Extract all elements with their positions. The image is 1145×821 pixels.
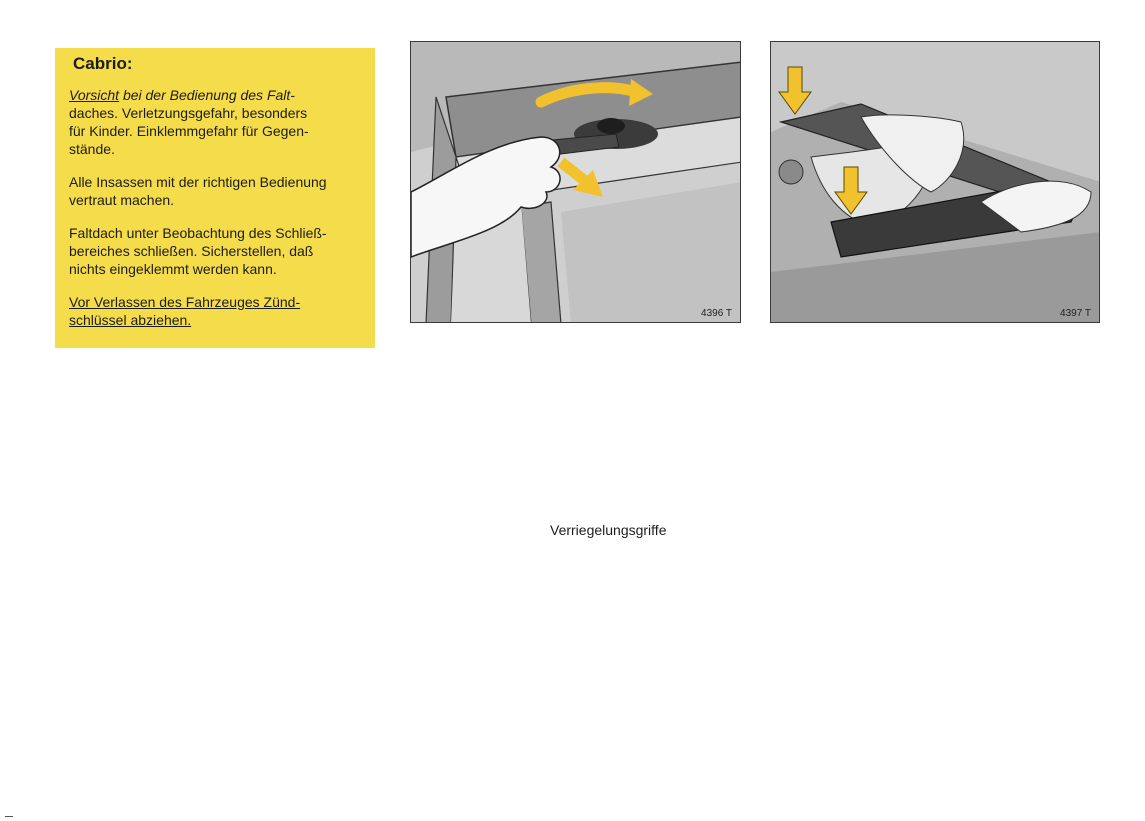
caution-line3: für Kinder. Einklemmgefahr für Gegen- — [69, 123, 309, 139]
caution-line1: bei der Bedienung des Falt- — [119, 87, 295, 103]
caution-line2: daches. Verletzungsgefahr, besonders — [69, 105, 308, 121]
figure-locking-handle — [410, 41, 741, 323]
warning-paragraph-closing — [69, 224, 365, 278]
closing-line3: nichts eingeklemmt werden kann. — [69, 261, 277, 277]
folding-roof-illustration — [771, 42, 1100, 323]
warning-box — [55, 48, 375, 348]
figure-number: 4396 T — [701, 308, 732, 319]
closing-line1: Faltdach unter Beobachtung des Schließ- — [69, 225, 327, 241]
warning-paragraph-occupants — [69, 173, 365, 209]
figure-caption: Verriegelungsgriffe — [550, 522, 667, 538]
figure-folding-roof — [770, 41, 1100, 323]
closing-line2: bereiches schließen. Sicherstellen, daß — [69, 243, 314, 259]
page-mark — [5, 816, 13, 817]
figure-number: 4397 T — [1060, 308, 1091, 319]
caution-line4: stände. — [69, 141, 115, 157]
occupants-line1: Alle Insassen mit der richtigen Bedienung — [69, 174, 327, 190]
key-line2: schlüssel abziehen. — [69, 312, 192, 328]
warning-title: Cabrio: — [73, 54, 133, 73]
locking-handle-illustration — [411, 42, 741, 323]
key-line1: Vor Verlassen des Fahrzeuges Zünd- — [69, 294, 301, 310]
occupants-line2: vertraut machen. — [69, 192, 175, 208]
caution-word: Vorsicht — [69, 87, 120, 103]
warning-paragraph-key — [69, 293, 365, 329]
warning-paragraph-caution — [69, 86, 365, 158]
